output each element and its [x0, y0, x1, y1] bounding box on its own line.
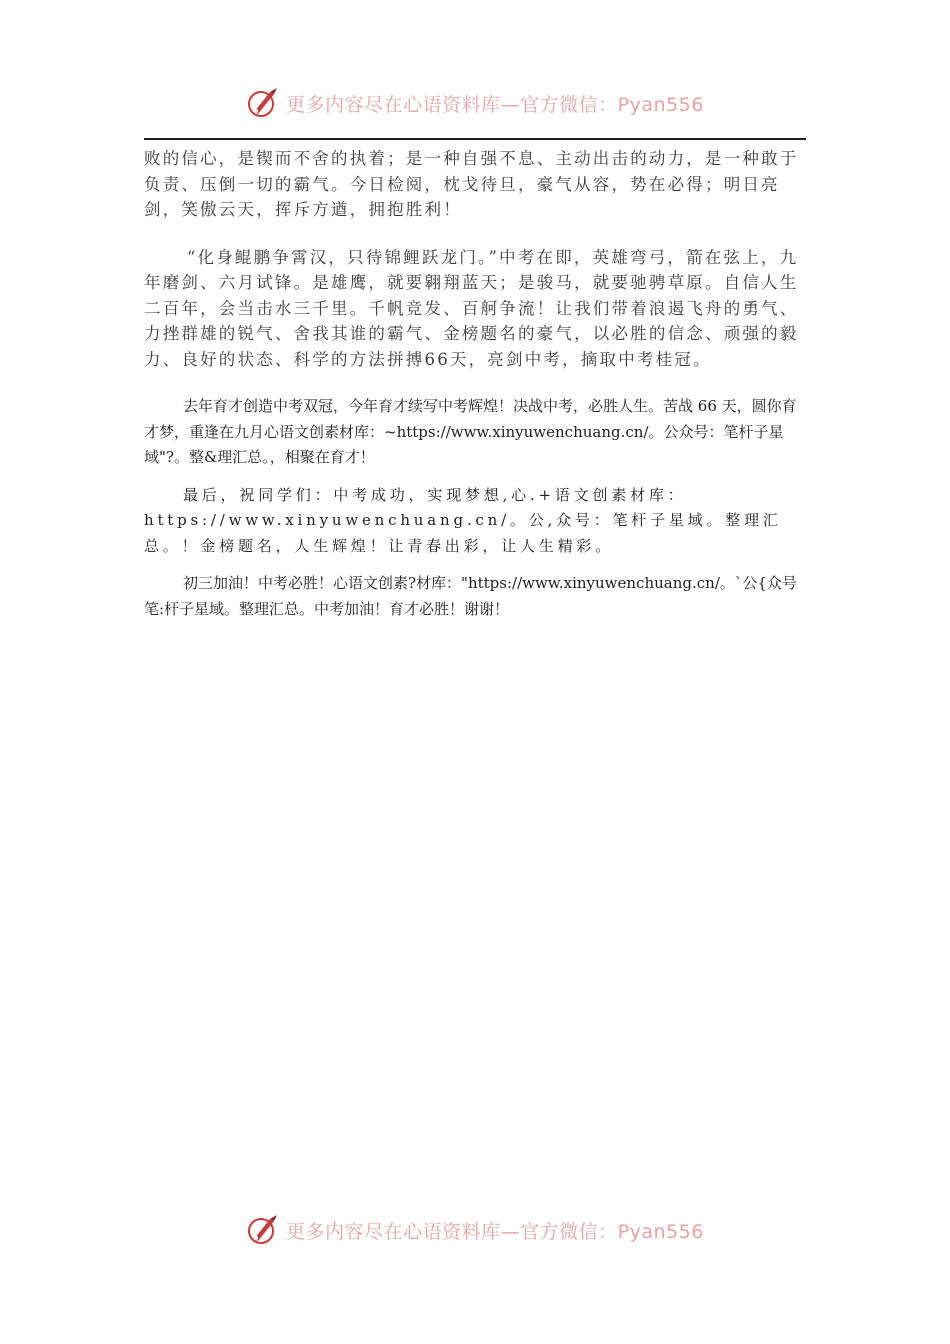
page-footer [0, 1213, 950, 1251]
footer-banner-text: 更多内容尽在心语资料库—官方微信：Pyan556 [286, 1220, 704, 1243]
document-body [144, 146, 806, 622]
paragraph-5: 初三加油！中考必胜！心语文创素?材库："https://www.xinyuwenchuang.cn/。`公{众号笔:杆子星域。整理汇总。中考加油！育才必胜！谢谢！ [144, 574, 797, 618]
header-divider [144, 138, 806, 140]
paragraph-1: 败的信心，是锲而不舍的执着；是一种自强不息、主动出击的动力，是一种敢于负责、压倒一切的霸气。今日检阅，枕戈待旦，豪气从容，势在必得；明日亮剑，笑傲云天，挥斥方遒，拥抱胜利！ [144, 149, 799, 219]
paragraph-2: “化身鲲鹏争霄汉，只待锦鲤跃龙门。”中考在即，英雄弯弓，箭在弦上，九年磨剑、六月试锋。是雄鹰，就要翱翔蓝天；是骏马，就要驰骋草原。自信人生二百年，会当击水三千里。千帆竞发、百舸争流！让我们带着浪遏飞舟的勇气、力挫群雄的锐气、舍我其谁的霸气、金榜题名的豪气，以必胜的信念、顽强的毅力、良好的状态、科学的方法拼搏66天，亮剑中考，摘取中考桂冠。 [144, 247, 799, 369]
paragraph-4: 最后，祝同学们：中考成功，实现梦想,心.+语文创素材库：https://www.xinyuwenchuang.cn/。公,众号：笔杆子星域。整理汇总。！金榜题名，人生辉煌！让青春出彩，让人生精彩。 [144, 485, 782, 555]
header-banner-text: 更多内容尽在心语资料库—官方微信：Pyan556 [286, 93, 704, 116]
footer-banner [246, 1213, 704, 1247]
page-header [0, 86, 950, 124]
quill-pen-logo-icon [246, 86, 280, 120]
header-banner [246, 86, 704, 120]
paragraph-3: 去年育才创造中考双冠，今年育才续写中考辉煌！决战中考，必胜人生。苦战 66 天，圆你育才梦，重逢在九月心语文创素材库：~https://www.xinyuwenchuang.cn/。公众号：笔杆子星域"?。整&理汇总。，相聚在育才！ [144, 397, 797, 466]
quill-pen-logo-icon [246, 1213, 280, 1247]
